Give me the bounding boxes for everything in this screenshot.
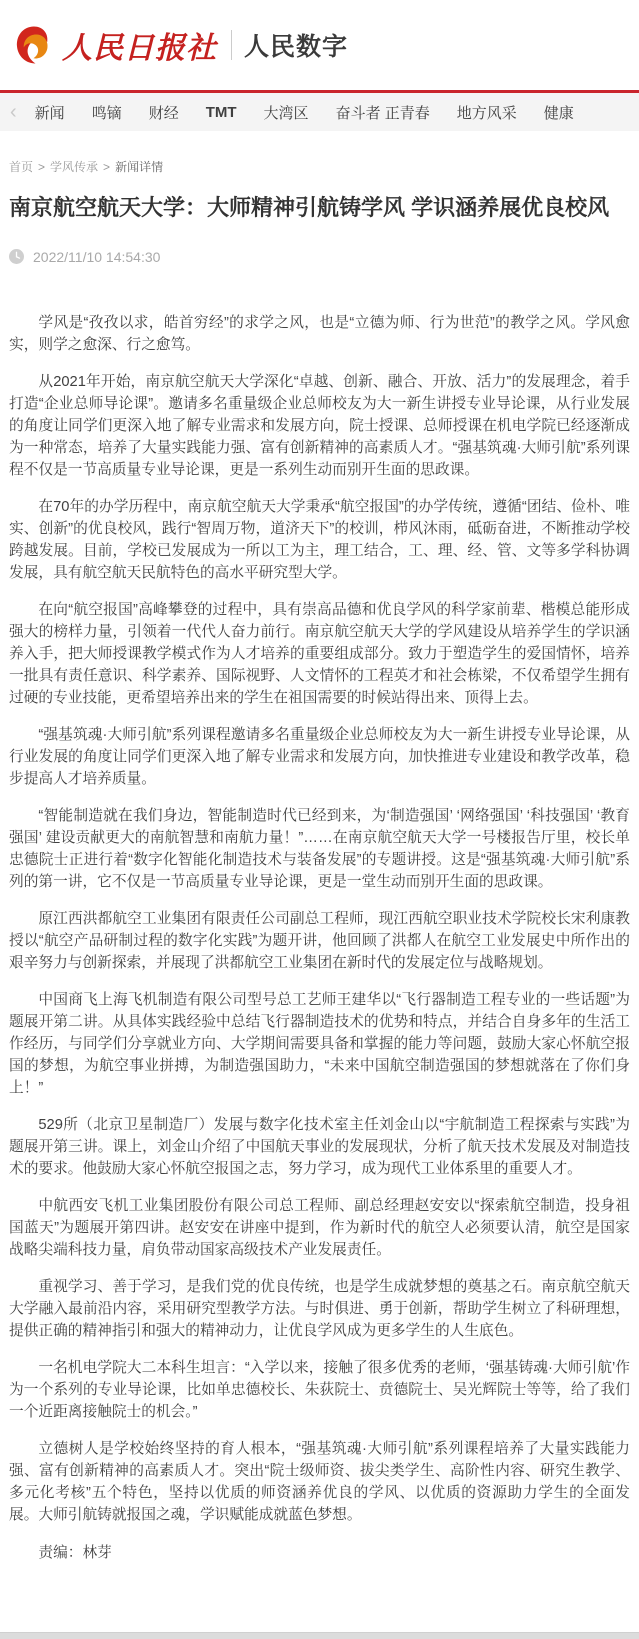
article-paragraph-13: 立德树人是学校始终坚持的育人根本，“强基筑魂·大师引航”系列课程培养了大量实践能力强、富有创新精神的高素质人才。突出“院士级师资、拔尖类学生、高阶性内容、研究生教学、多元化考核”五个特色，坚持以优质的师资涵养优良的学风、以优质的资源助力学生的全面发展。大师引航铸就报国之魂，学识赋能成就蓝色梦想。 — [9, 1440, 630, 1523]
logo-text: 人民日报社 — [62, 31, 217, 66]
article-paragraph-8: 中国商飞上海飞机制造有限公司型号总工艺师王建华以“飞行器制造工程专业的一些话题”为题展开第二讲。从具体实践经验中总结飞行器制造技术的优势和特点，并结合自身多年的生活工作经历，与同学们分享就业方向、大学期间需要具备和掌握的能力等问题，鼓励大家心怀航空报国的梦想，为航空事业拼搏，为制造强国助力，“未来中国航空制造强国的梦想就落在了你们身上！” — [9, 991, 630, 1096]
brand-name: 人民数字 — [244, 33, 349, 61]
breadcrumb-separator: > — [103, 160, 111, 174]
nav-item-4[interactable]: TMT — [205, 103, 237, 121]
article-title: 南京航空航天大学：大师精神引航铸学风 学识涵养展优良校风 — [9, 195, 610, 220]
primary-nav-items — [35, 102, 601, 123]
article-paragraph-4: 在向“航空报国”高峰攀登的过程中，具有崇高品德和优良学风的科学家前辈、楷模总能形成强大的榜样力量，引领着一代代人奋力前行。南京航空航天大学的学风建设从培养学生的学识涵养入手，把大师授课教学模式作为人才培养的重要组成部分。致力于塑造学生的爱国情怀，培养一批具有责任意识、科学素养、国际视野、人文情怀的工程英才和社会栋梁，不仅希望学生拥有过硬的专业技能，更希望培养出来的学生在祖国需要的时候站得出来、顶得上去。 — [9, 601, 630, 706]
site-header — [0, 0, 639, 90]
breadcrumb-item-3: 新闻详情 — [115, 160, 164, 174]
footer-strip — [0, 1632, 639, 1639]
article-body — [9, 312, 630, 1526]
nav-item-5[interactable]: 大湾区 — [263, 104, 309, 122]
nav-item-3[interactable]: 财经 — [148, 104, 179, 122]
breadcrumb-separator: > — [38, 160, 46, 174]
article-paragraph-7: 原江西洪都航空工业集团有限责任公司副总工程师，现江西航空职业技术学院校长宋利康教授以“航空产品研制过程的数字化实践”为题开讲，他回顾了洪都人在航空工业发展史中所作出的艰辛努力与创新探索，并展现了洪都航空工业集团在新时代的发展定位与战略规划。 — [9, 910, 630, 971]
peoples-daily-logo-icon — [14, 25, 54, 65]
article-paragraph-12: 一名机电学院大二本科生坦言：“入学以来，接触了很多优秀的老师，‘强基铸魂·大师引航’作为一个系列的专业导论课，比如单忠德校长、朱荻院士、贲德院士、吴光辉院士等等，给了我们一个近距离接触院士的机会。” — [9, 1359, 630, 1420]
article-paragraph-10: 中航西安飞机工业集团股份有限公司总工程师、副总经理赵安安以“探索航空制造，投身祖国蓝天”为题展开第四讲。赵安安在讲座中提到，作为新时代的航空人必须要认清，航空是国家战略尖端科技力量，肩负带动国家高级技术产业发展责任。 — [9, 1197, 630, 1258]
nav-item-1[interactable]: 新闻 — [34, 104, 65, 122]
nav-item-6[interactable]: 奋斗者 正青春 — [335, 104, 430, 122]
breadcrumb — [0, 131, 639, 175]
clock-icon — [9, 249, 24, 264]
article-paragraph-11: 重视学习、善于学习，是我们党的优良传统，也是学生成就梦想的奠基之石。南京航空航天大学融入最前沿内容，采用研究型教学方法。与时俱进、勇于创新，帮助学生树立了科研理想，提供正确的精神指引和强大的精神动力，让优良学风成为更多学生的人生底色。 — [9, 1278, 630, 1339]
breadcrumb-item-2[interactable]: 学风传承 — [50, 160, 99, 174]
nav-item-2[interactable]: 鸣镝 — [91, 104, 122, 122]
brand-divider — [231, 30, 232, 60]
logo[interactable] — [14, 23, 217, 67]
primary-nav — [0, 93, 639, 131]
article-date: 2022/11/10 14:54:30 — [33, 248, 161, 265]
article-paragraph-1: 学风是“孜孜以求，皓首穷经”的求学之风，也是“立德为师、行为世范”的教学之风。学风愈实，则学之愈深、行之愈笃。 — [9, 314, 630, 353]
breadcrumb-item-1[interactable]: 首页 — [9, 160, 34, 174]
nav-back-chevron-icon[interactable]: ‹ — [10, 101, 17, 123]
article-paragraph-5: “强基筑魂·大师引航”系列课程邀请多名重量级企业总师校友为大一新生讲授专业导论课，从行业发展的角度让同学们更深入地了解专业需求和发展方向，加快推进专业建设和教学改革，稳步提高人才培养质量。 — [9, 726, 630, 787]
article-paragraph-2: 从2021年开始，南京航空航天大学深化“卓越、创新、融合、开放、活力”的发展理念，着手打造“企业总师导论课”。邀请多名重量级企业总师校友为大一新生讲授专业导论课，从行业发展的角度让同学们更深入地了解专业需求和发展方向，院士授课、总师授课在机电学院已经逐渐成为一种常态，培养了大量实践能力强、富有创新精神的高素质人才。“强基筑魂·大师引航”系列课程不仅是一节高质量专业导论课，更是一系列生动而别开生面的思政课。 — [9, 373, 630, 478]
editor-credit: 责编：林芽 — [38, 1544, 112, 1561]
article-paragraph-6: “智能制造就在我们身边，智能制造时代已经到来，为‘制造强国’ ‘网络强国’ ‘科技强国’ ‘教育强国’ 建设贡献更大的南航智慧和南航力量！”……在南京航空航天大学一号楼报告厅里，校长单忠德院士正进行着“数字化智能化制造技术与装备发展”的专题讲授。这是“强基筑魂·大师引航”系列的第一讲，它不仅是一节高质量专业导论课，更是一堂生动而别开生面的思政课。 — [9, 807, 630, 890]
article-date-row — [9, 249, 630, 265]
article-paragraph-3: 在70年的办学历程中，南京航空航天大学秉承“航空报国”的办学传统，遵循“团结、俭朴、唯实、创新”的优良校风，践行“智周万物，道济天下”的校训，栉风沐雨，砥砺奋进，不断推动学校跨越发展。目前，学校已发展成为一所以工为主，理工结合，工、理、经、管、文等多学科协调发展，具有航空航天民航特色的高水平研究型大学。 — [9, 498, 630, 581]
article-paragraph-9: 529所（北京卫星制造厂）发展与数字化技术室主任刘金山以“宇航制造工程探索与实践”为题展开第三讲。课上，刘金山介绍了中国航天事业的发展现状，分析了航天技术发展及对制造技术的要求。他鼓励大家心怀航空报国之志，努力学习，成为现代工业体系里的重要人才。 — [9, 1116, 630, 1177]
nav-item-8[interactable]: 健康 — [543, 104, 574, 122]
nav-item-7[interactable]: 地方风采 — [456, 104, 517, 122]
